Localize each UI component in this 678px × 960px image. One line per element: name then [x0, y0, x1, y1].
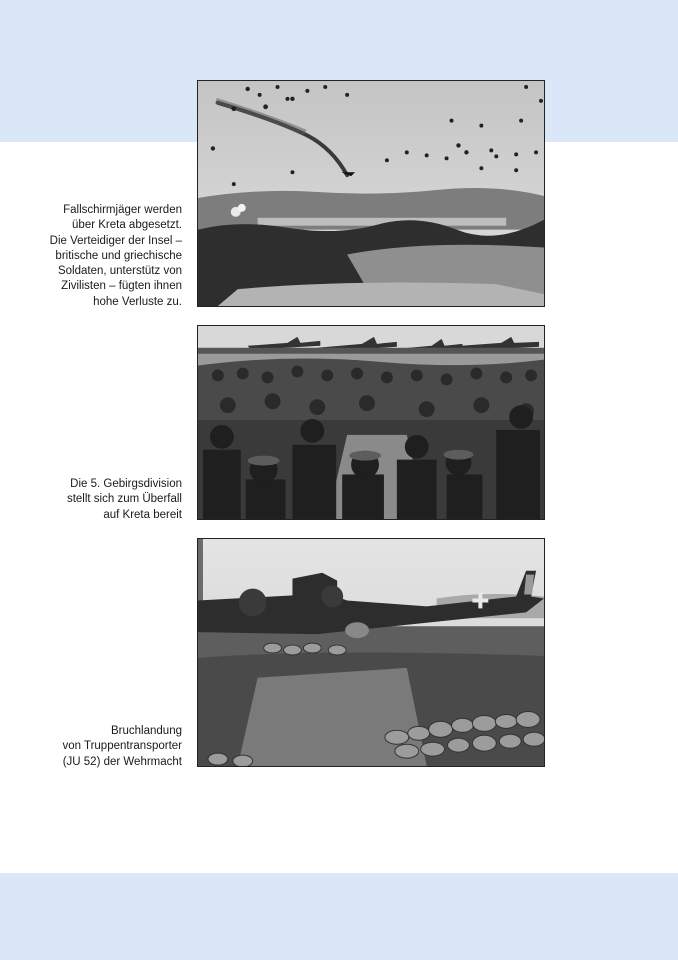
caption-line: Soldaten, unterstütz von — [57, 265, 182, 278]
footer-band — [0, 873, 678, 960]
caption-line: Die Verteidiger der Insel – — [49, 234, 182, 247]
caption-line: Bruchlandung — [111, 725, 182, 737]
caption-mountain-division — [32, 477, 182, 523]
photo-mountain-division-image — [198, 326, 544, 519]
caption-line: hohe Verluste zu. — [93, 295, 182, 308]
caption-line: (JU 52) der Wehrmacht — [62, 755, 182, 768]
photo-crashed-transport-image — [198, 539, 544, 766]
caption-line: Fallschirmjäger werden — [63, 204, 182, 216]
photo-paratroopers — [197, 80, 545, 307]
caption-line: Die 5. Gebirgsdivision — [70, 478, 182, 490]
photo-crashed-transport — [197, 538, 545, 767]
caption-paratroopers — [32, 203, 182, 310]
caption-crashed-transport — [32, 724, 182, 770]
caption-line: auf Kreta bereit — [103, 508, 182, 521]
caption-line: über Kreta abgesetzt. — [72, 219, 182, 232]
caption-line: stellt sich zum Überfall — [66, 493, 182, 506]
photo-mountain-division — [197, 325, 545, 520]
caption-line: von Truppentransporter — [62, 740, 182, 753]
caption-line: britische und griechische — [55, 249, 182, 262]
photo-paratroopers-image — [198, 81, 544, 306]
caption-line: Zivilisten – fügten ihnen — [61, 280, 182, 293]
